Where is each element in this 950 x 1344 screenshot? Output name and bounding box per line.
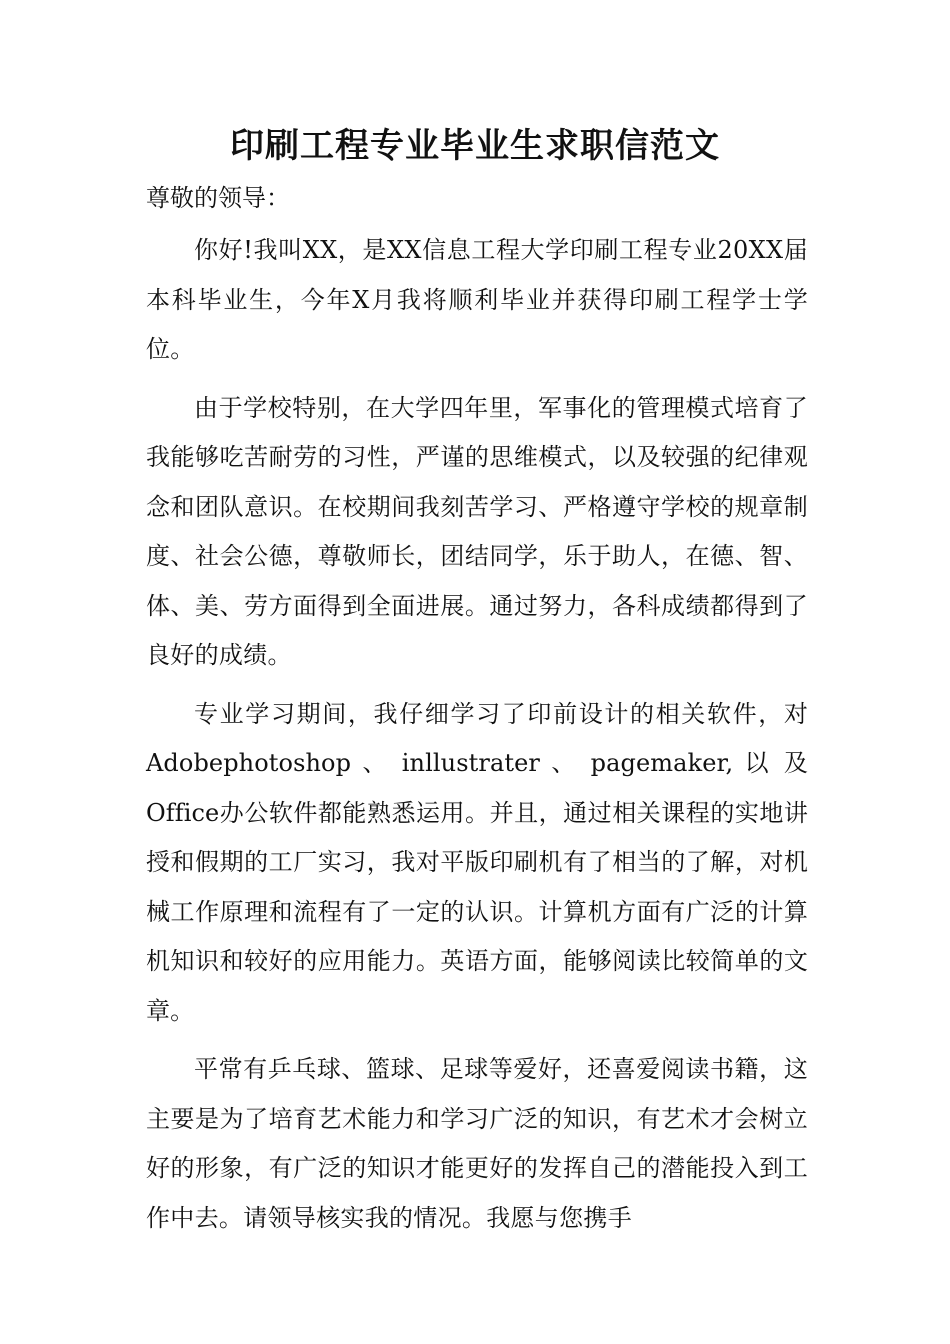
paragraph-professional-study: 专业学习期间，我仔细学习了印前设计的相关软件，对 Adobephotoshop 、 inllustrater 、 pagemaker, 以 及Office办公软件都能熟悉运用。并且，通过相关课程的实地讲授和假期的工厂实习，我对平版印刷机有了相当的了解，对机械工作原理和流程有了一定的认识。计算机方面有广泛的计算机知识和较好的应用能力。英语方面，能够阅读比较简单的文章。 [146, 699, 808, 1025]
paragraph-school-life: 由于学校特别，在大学四年里，军事化的管理模式培育了我能够吃苦耐劳的习性，严谨的思维模式，以及较强的纪律观念和团队意识。在校期间我刻苦学习、严格遵守学校的规章制度、社会公德，尊敬师长，团结同学，乐于助人，在德、智、体、美、劳方面得到全面进展。通过努力，各科成绩都得到了良好的成绩。 [146, 393, 808, 669]
paragraph-hobbies: 平常有乒乓球、篮球、足球等爱好，还喜爱阅读书籍，这主要是为了培育艺术能力和学习广泛的知识，有艺术才会树立好的形象，有广泛的知识才能更好的发挥自己的潜能投入到工作中去。请领导核实我的情况。我愿与您携手 [146, 1055, 808, 1232]
paragraph-introduction: 你好!我叫XX，是XX信息工程大学印刷工程专业20XX届本科毕业生，今年X月我将顺利毕业并获得印刷工程学士学位。 [146, 236, 808, 363]
document-title: 印刷工程专业毕业生求职信范文 [230, 126, 720, 166]
salutation: 尊敬的领导： [146, 184, 290, 212]
letter-body [146, 226, 808, 1252]
